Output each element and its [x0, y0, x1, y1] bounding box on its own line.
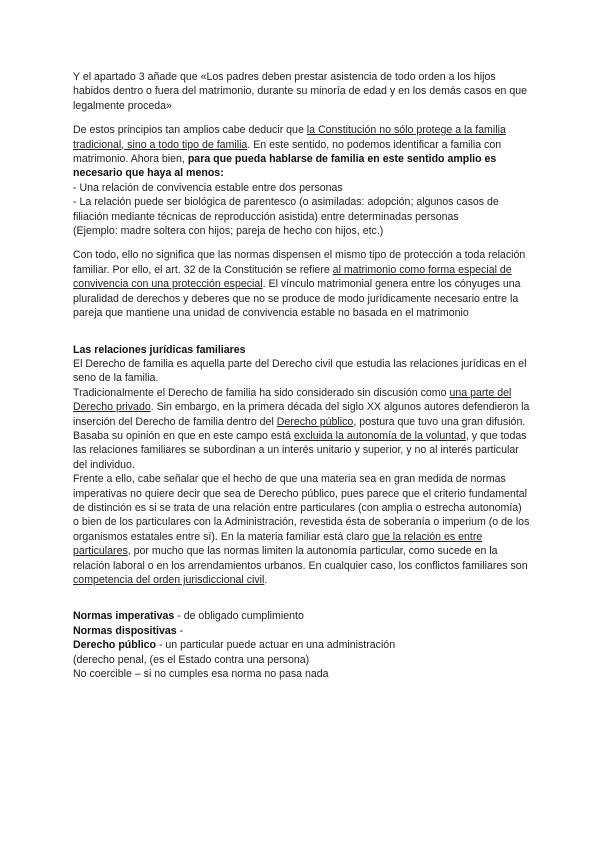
- text: De estos principios tan amplios cabe deducir que: [73, 124, 307, 137]
- underlined-text: que la relación es entre particulares: [73, 530, 483, 558]
- text: - un particular puede actuar en una administración: [156, 639, 396, 652]
- underlined-text: excluida la autonomía de la voluntad: [293, 429, 466, 442]
- underlined-text: Derecho público: [276, 415, 354, 428]
- underlined-text: competencia del orden jurisdiccional civil: [73, 574, 265, 586]
- text: . Sin embargo, en la primera década del siglo XX algunos autores defendieron la inserción del Derecho de familia dentro del: [73, 401, 530, 428]
- note-coercible: No coercible – si no cumples esa norma no pasa nada: [73, 668, 329, 681]
- text: Con todo, ello no significa que las normas dispensen el mismo tipo de protección a toda relación familiar. Por ello, el art. 32 de la Constitución se refiere: [73, 249, 526, 276]
- paragraph-definition: El Derecho de familia es aquella parte del Derecho civil que estudia las relaciones jurídicas en el seno de la familia.: [73, 357, 527, 385]
- list-line: - La relación puede ser biológica de parentesco (o asimiladas: adopción; algunos casos de filiación mediante técnicas de reproducción asistida) entre determinadas personas: [73, 196, 499, 223]
- note-imperative: [73, 609, 530, 623]
- list-line: - Una relación de convivencia estable entre dos personas: [73, 181, 343, 194]
- text: , y que todas las relaciones familiares se subordinan a un interés unitario y superior, y no al interés particular del individuo.: [73, 429, 527, 471]
- example-line: (Ejemplo: madre soltera con hijos; pareja de hecho con hijos, etc.): [73, 225, 384, 238]
- note-public-law: [73, 638, 530, 652]
- bold-text: para que pueda hablarse de familia en este sentido amplio es necesario que haya al menos:: [73, 153, 497, 180]
- text: , por mucho que las normas limiten la autonomía particular, como sucede en la relación laboral o en los arrendamientos urbanos. En cualquier caso, los conflictos familiares son: [73, 545, 528, 572]
- text: .: [264, 574, 268, 586]
- underlined-text: una parte del Derecho privado: [73, 386, 512, 414]
- paragraph-tradition: [73, 386, 530, 472]
- text: Frente a ello, cabe señalar que el hecho de que una materia sea en gran medida de normas imperativas no quiere decir que sea de Derecho público, pues parece que el criterio fundamental de distinción es si se trata de una relación entre particulares (con amplia o estrecha autonomía) o bien de los particulares con la Administración, revestida ésta de soberanía o imperium (o de los organismos estatales entre sí). En la materia familiar está claro: [73, 473, 530, 543]
- text: . En este sentido, no podemos identificar a familia con matrimonio. Ahora bien,: [73, 138, 502, 166]
- text: Tradicionalmente el Derecho de familia ha sido considerado sin discusión como: [73, 386, 450, 399]
- paragraph-counterpoint: [73, 472, 530, 587]
- paragraph-marriage: [73, 248, 530, 320]
- underlined-text: la Constitución no sólo protege a la familia tradicional, sino a todo tipo de familia: [73, 124, 506, 151]
- paragraph-art39: Y el apartado 3 añade que «Los padres deben prestar asistencia de todo orden a los hijos habidos dentro o fuera del matrimonio, durante su minoría de edad y en los demás casos en que legalmente proceda»: [73, 71, 528, 112]
- bold-text: Normas dispositivas: [73, 624, 177, 637]
- underlined-text: al matrimonio como forma especial de convivencia con una protección especial: [73, 263, 512, 291]
- text: . El vínculo matrimonial genera entre los cónyuges una pluralidad de derechos y deberes que no se produce de modo jurídicamente necesario entre la pareja que mantiene una unidad de convivencia estable no basada en el matrimonio: [73, 278, 521, 320]
- section-heading: [73, 343, 530, 357]
- text: -: [176, 624, 184, 637]
- bold-text: Normas imperativas: [73, 610, 175, 623]
- text: - de obligado cumplimiento: [174, 610, 304, 623]
- note-penal: (derecho penal, (es el Estado contra una persona): [73, 653, 310, 666]
- text: , postura que tuvo una gran difusión. Basaba su opinión en que en este campo está: [73, 415, 526, 442]
- heading-text: Las relaciones jurídicas familiares: [73, 343, 246, 356]
- note-dispositive: [73, 624, 530, 638]
- paragraph-family-concept: [73, 123, 530, 238]
- bold-text: Derecho público: [73, 639, 156, 652]
